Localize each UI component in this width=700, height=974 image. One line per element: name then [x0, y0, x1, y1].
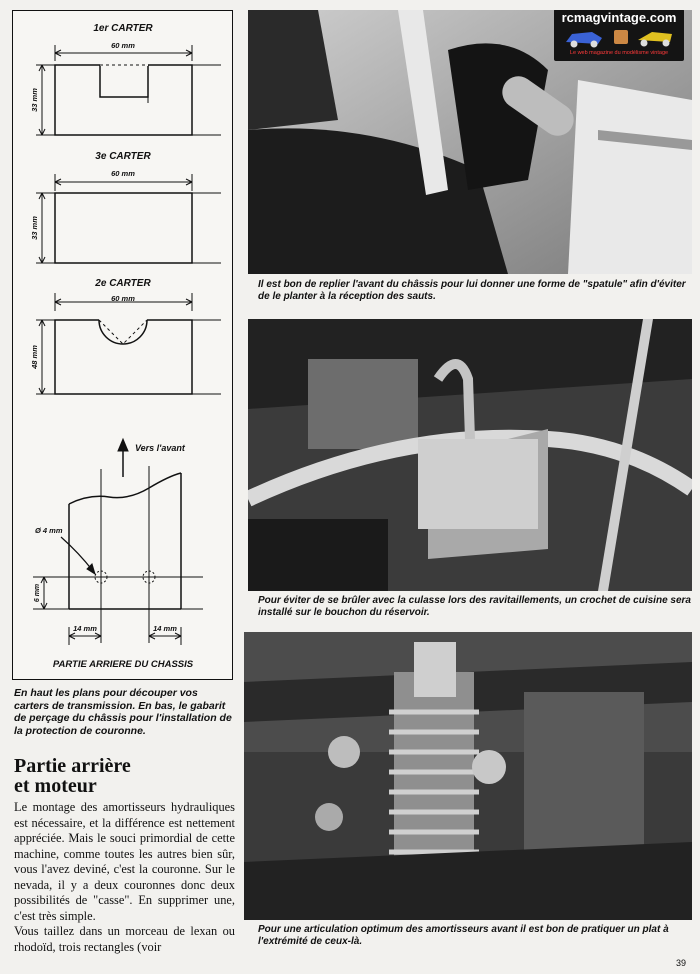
hole-diameter-label: Ø 4 mm	[35, 526, 63, 535]
carter3-height: 33 mm	[30, 216, 39, 240]
article-body	[14, 800, 235, 955]
heading-line1: Partie arrière	[14, 755, 131, 777]
watermark-subtitle: Le web magazine du modélisme vintage	[569, 50, 669, 56]
carter2-height: 48 mm	[30, 345, 39, 369]
diagram-panel	[12, 10, 233, 680]
rc-car-icon	[562, 26, 676, 48]
chassis-title: PARTIE ARRIERE DU CHASSIS	[52, 659, 194, 670]
caption-photo1: Il est bon de replier l'avant du châssis pour lui donner une forme de "spatule" afin d'éviter de le planter à la réception des sauts.	[258, 279, 686, 302]
chassis-height-label: 6 mm	[34, 583, 41, 603]
carter3-width: 60 mm	[111, 169, 135, 178]
caption-photo3: Pour une articulation optimum des amortisseurs avant il est bon de pratiquer un plat à l'extrémité de ceux-là.	[258, 924, 669, 947]
page-number: 39	[675, 958, 686, 968]
left-offset-label: 14 mm	[73, 624, 97, 633]
photo-shock-absorber	[244, 632, 692, 920]
carter1-title: 1er CARTER	[93, 23, 153, 34]
photo-fuel-cap-hook	[248, 319, 692, 591]
paragraph-2: Vous taillez dans un morceau de lexan ou rhodoïd, trois rectangles (voir	[14, 924, 235, 954]
carter-plans-diagram	[13, 11, 232, 679]
caption-photo2: Pour éviter de se brûler avec la culasse lors des ravitaillements, un crochet de cuisine sera installé sur le bouchon du réservoir.	[258, 595, 691, 618]
watermark-title: rcmagvintage.com	[561, 10, 677, 25]
photo-chassis-front	[248, 10, 692, 274]
carter2-width: 60 mm	[111, 294, 135, 303]
direction-label: Vers l'avant	[135, 443, 185, 453]
carter1-height: 33 mm	[30, 88, 39, 112]
heading-line2: et moteur	[14, 775, 97, 797]
diagram-caption: En haut les plans pour découper vos carters de transmission. En bas, le gabarit de perçage du châssis pour l'installation de la protection de couronne.	[14, 687, 232, 737]
right-offset-label: 14 mm	[153, 624, 177, 633]
carter2-title: 2e CARTER	[95, 278, 151, 289]
paragraph-1: Le montage des amortisseurs hydrauliques est nécessaire, et la différence est nettement appréciée. Mais le souci primordial de cette machine, comme toutes les autres bien sûr, vous l'avez deviné, c'est la couronne. Sur le nevada, il y a deux couronnes donc deux possibilités de "casse". En supprimer une, c'est très simple.	[14, 800, 235, 923]
section-heading	[14, 756, 234, 796]
carter3-title: 3e CARTER	[95, 151, 151, 162]
watermark-logo	[554, 10, 684, 61]
carter1-width: 60 mm	[111, 41, 135, 50]
